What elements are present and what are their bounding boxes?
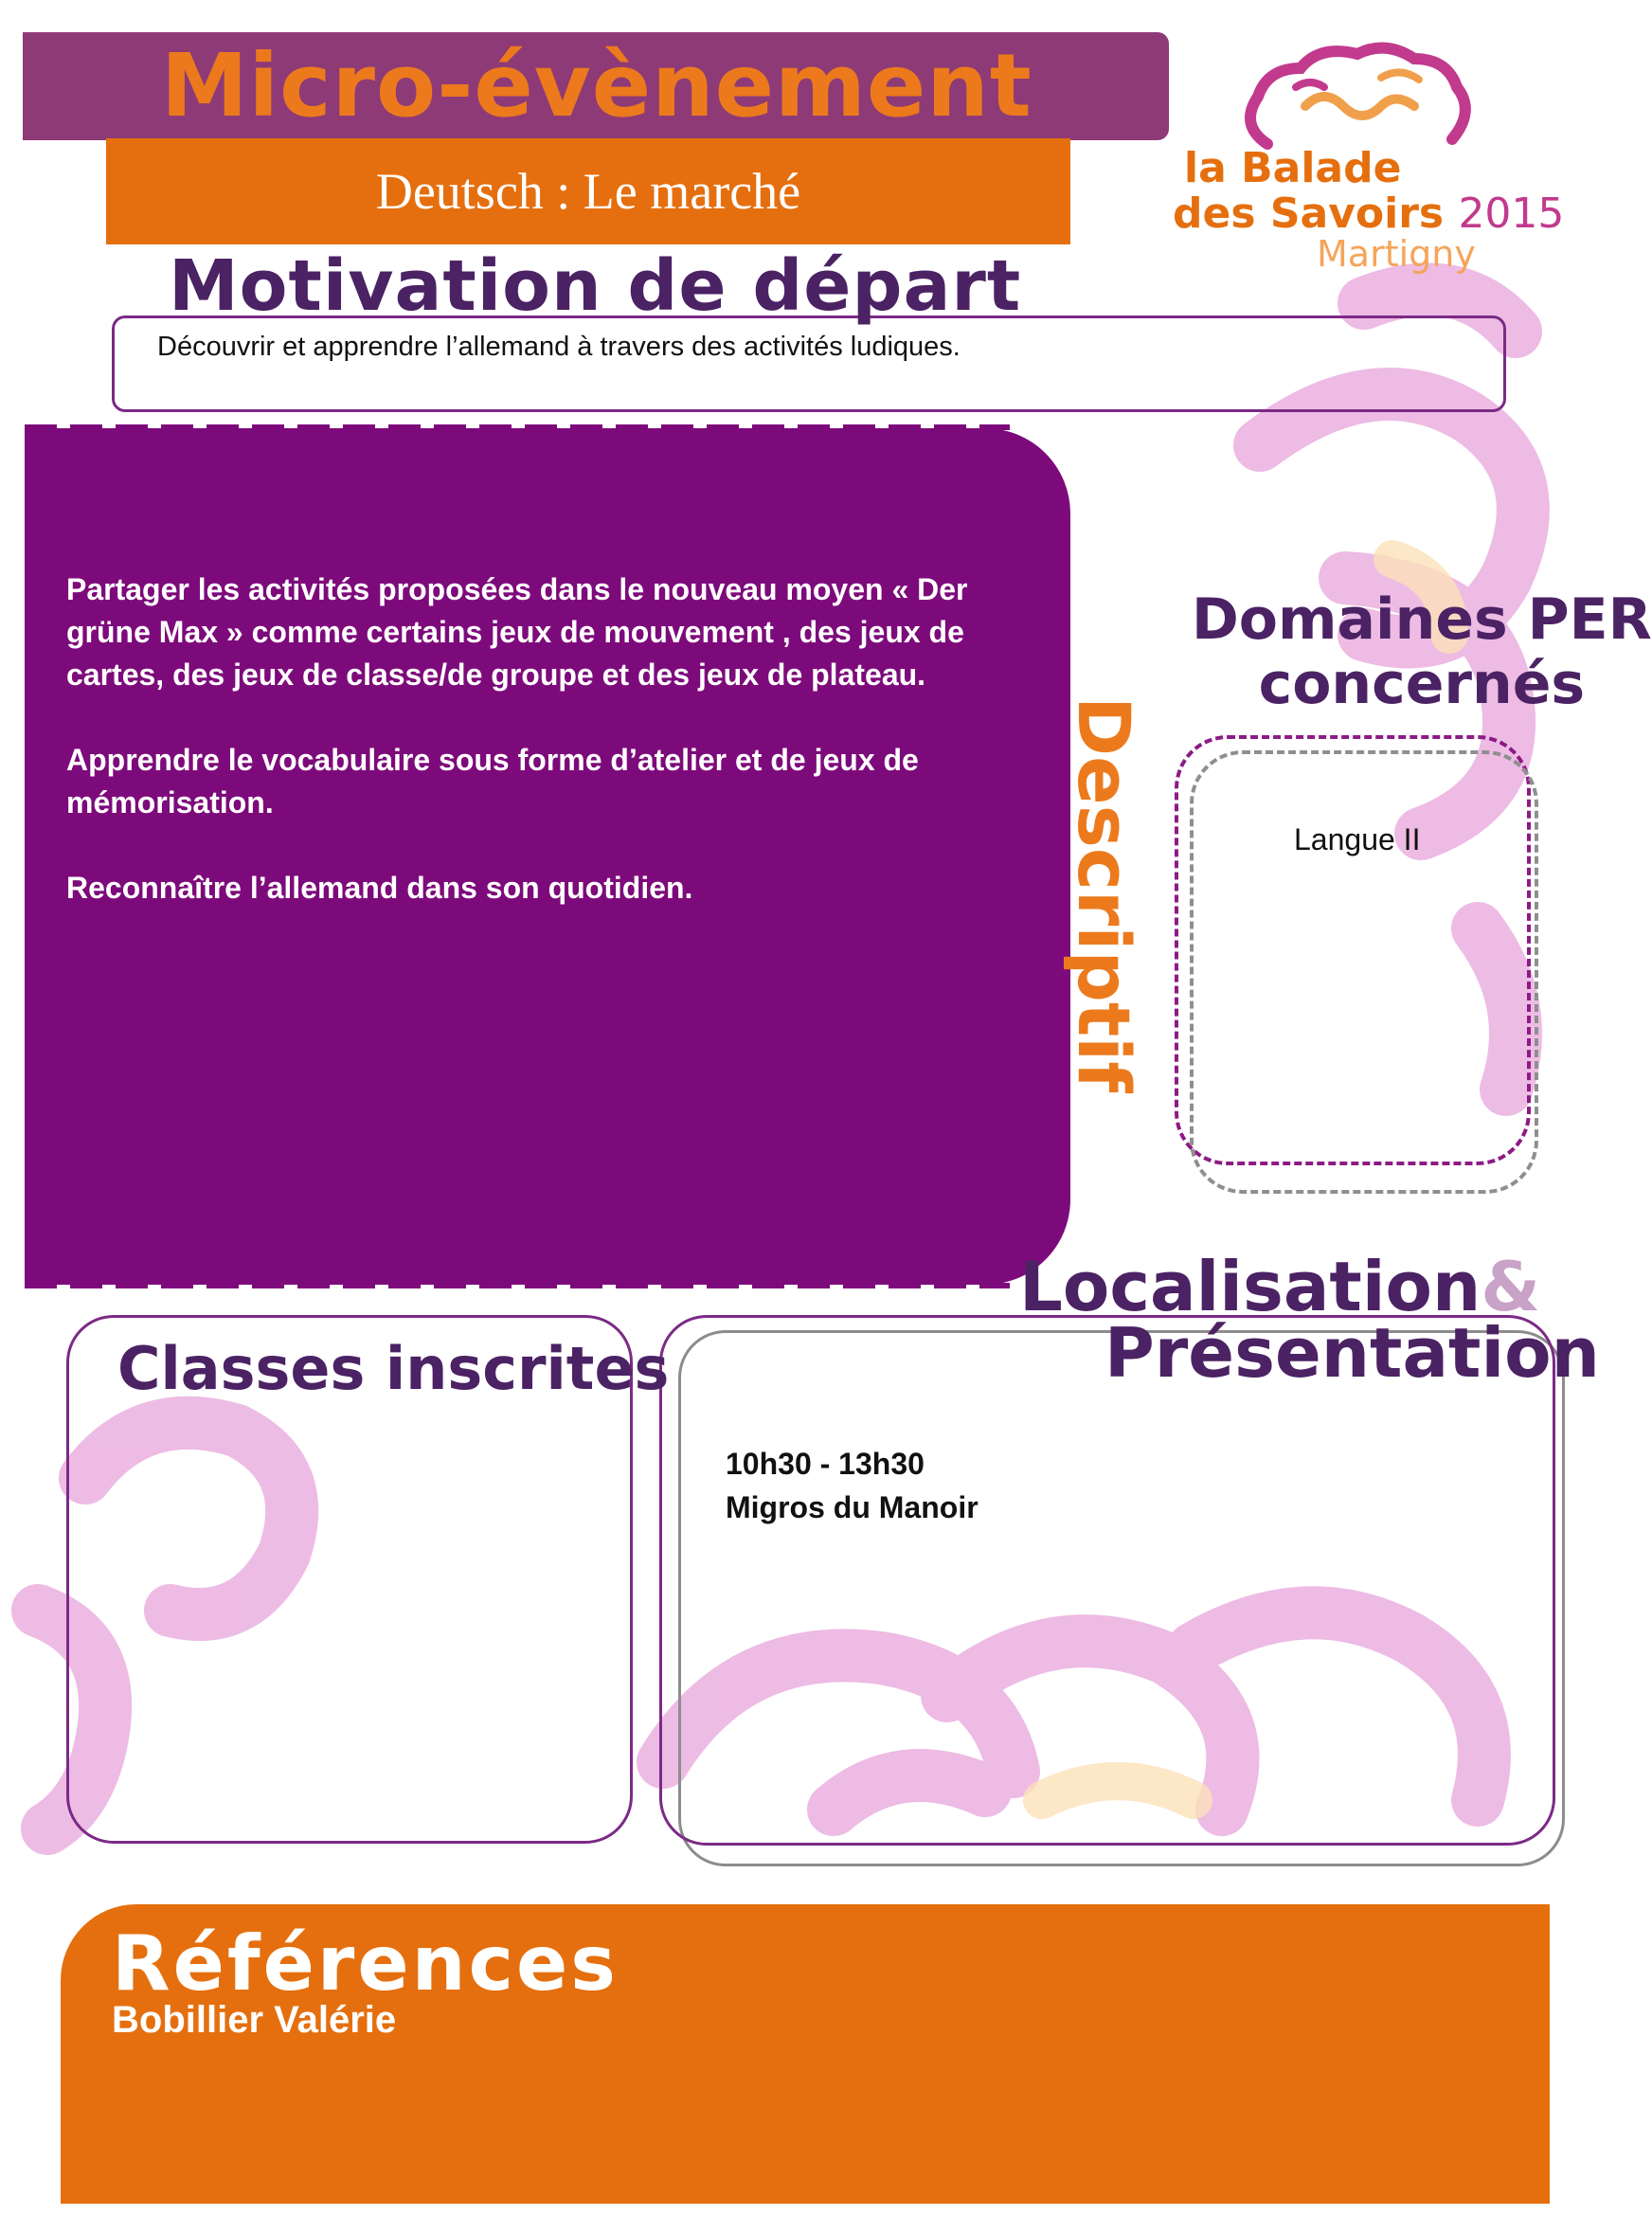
references-name: Bobillier Valérie	[112, 1999, 397, 2041]
logo-text-savoirs: des Savoirs	[1173, 189, 1445, 238]
localisation-box	[659, 1315, 1555, 1846]
motivation-box	[112, 315, 1506, 412]
descriptif-paragraph: Apprendre le vocabulaire sous forme d’atelier et de jeux de mémorisation.	[66, 743, 919, 820]
domaines-heading	[1192, 587, 1652, 716]
presentation-heading: Présentation	[1104, 1313, 1600, 1393]
logo-text-location: Martigny	[1317, 233, 1476, 275]
references-heading: Références	[112, 1919, 619, 2008]
descriptif-text	[66, 568, 1014, 952]
domaines-heading-line1: Domaines PER	[1192, 586, 1652, 653]
ampersand-glyph: &	[1481, 1247, 1541, 1326]
domaines-heading-line2: concernés	[1258, 651, 1586, 717]
logo-text-line1: la Balade	[1184, 144, 1402, 192]
domaines-box-shadow	[1190, 750, 1538, 1194]
logo-text-line2	[1173, 189, 1564, 238]
motivation-heading: Motivation de départ	[169, 245, 1022, 327]
descriptif-dashed-border-top	[25, 424, 1010, 430]
localisation-heading-text: Localisation	[1019, 1247, 1481, 1326]
descriptif-dashed-border-bottom	[25, 1283, 1010, 1288]
event-time: 10h30 - 13h30	[726, 1447, 925, 1481]
descriptif-paragraph: Reconnaître l’allemand dans son quotidien.	[66, 871, 693, 905]
localisation-heading	[1019, 1247, 1541, 1326]
classes-heading: Classes inscrites	[117, 1334, 670, 1403]
brain-icon	[1239, 49, 1485, 153]
domaines-value: Langue II	[1294, 822, 1421, 856]
event-place: Migros du Manoir	[726, 1490, 979, 1524]
descriptif-vertical-label: Descriptif	[1062, 696, 1146, 1093]
logo-year: 2015	[1458, 189, 1565, 238]
page-title: Micro-évènement	[161, 35, 1032, 136]
motivation-text: Découvrir et apprendre l’allemand à travers des activités ludiques.	[157, 332, 961, 362]
balade-des-savoirs-logo	[1163, 49, 1565, 277]
page-subtitle: Deutsch : Le marché	[375, 163, 801, 220]
descriptif-paragraph: Partager les activités proposées dans le nouveau moyen « Der grüne Max » comme certains jeux de mouvement , des jeux de cartes, des jeux de classe/de groupe et des jeux de plateau.	[66, 572, 968, 692]
